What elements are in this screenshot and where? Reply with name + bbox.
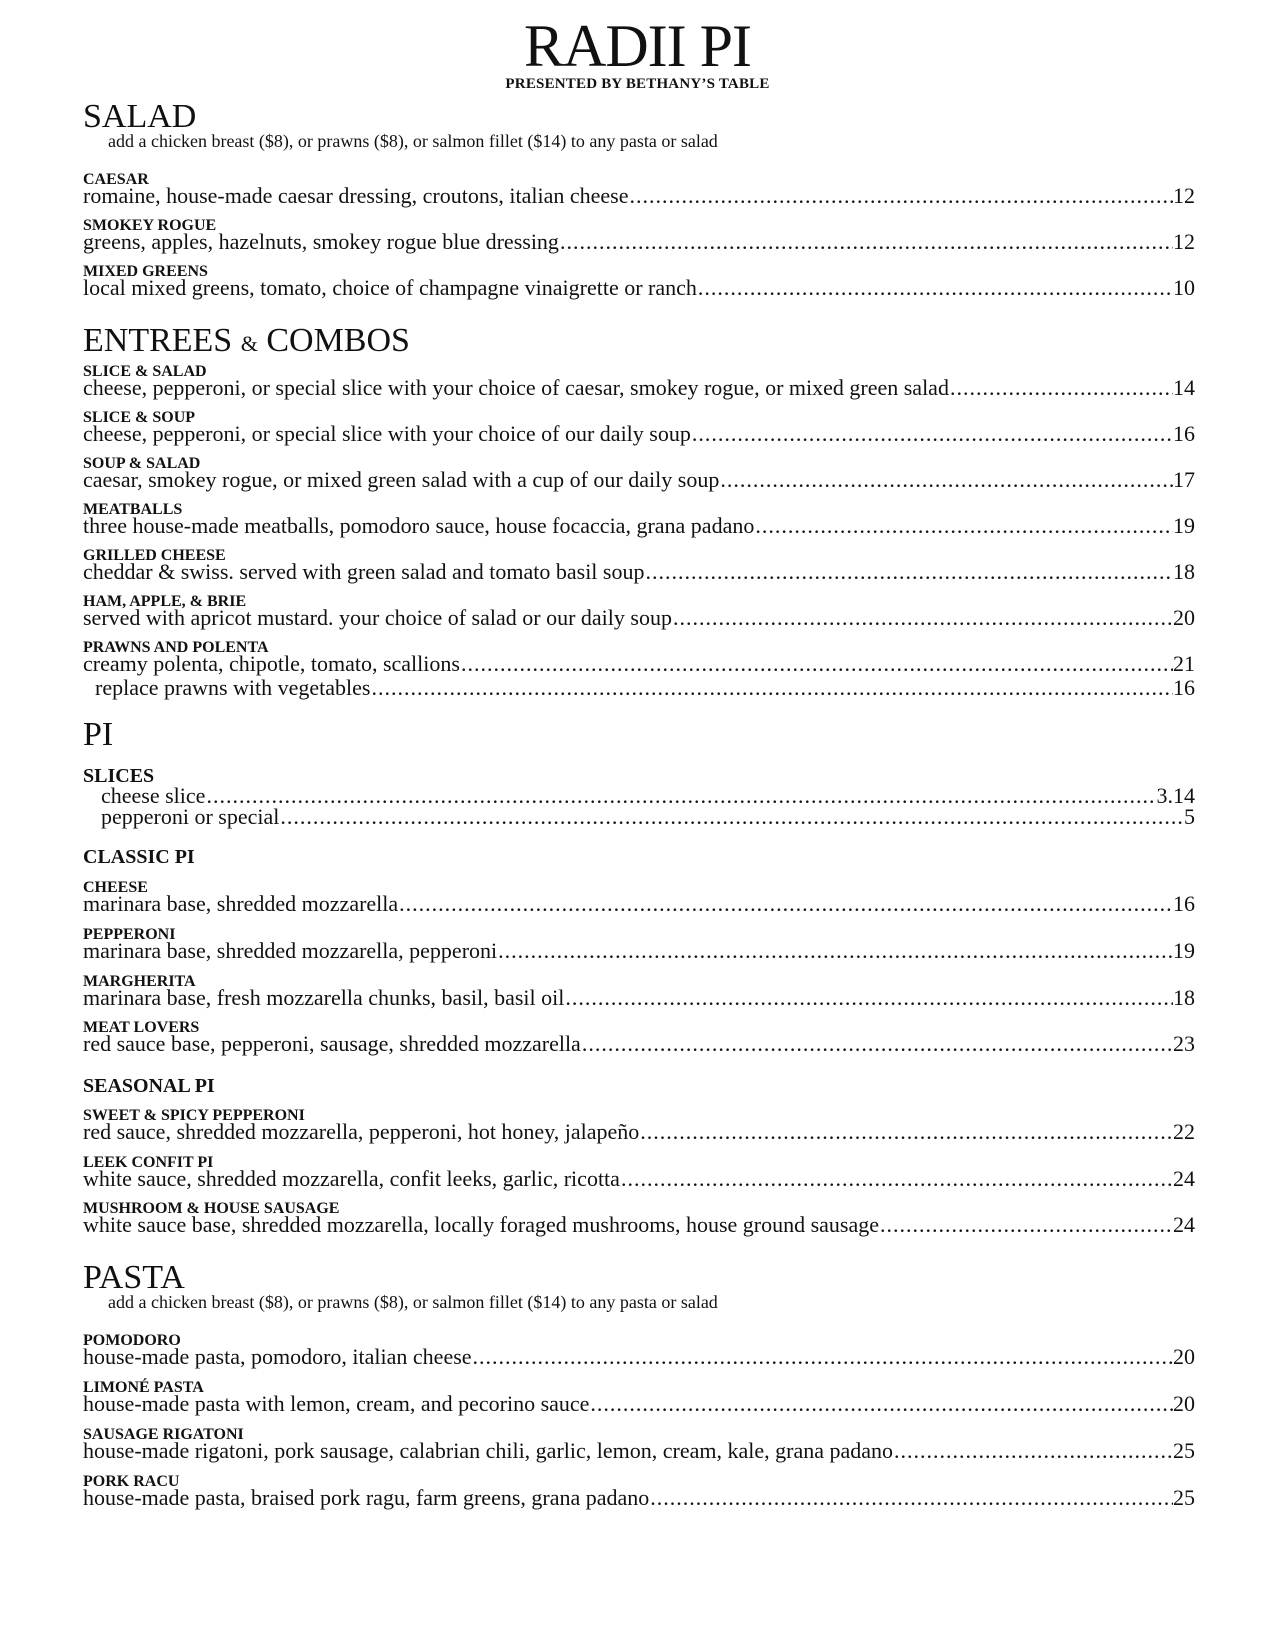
menu-item-price: 3.14	[1156, 783, 1195, 808]
dot-leader	[497, 938, 1173, 964]
menu-item-price: 25	[1173, 1485, 1195, 1510]
heading-entrees-word: ENTREES	[83, 322, 233, 359]
menu-item-line	[83, 1166, 1195, 1192]
menu-item-description: served with apricot mustard. your choice of salad or our daily soup	[83, 605, 672, 630]
menu-item-line	[83, 1212, 1195, 1238]
menu-item-description: house-made pasta, pomodoro, italian cheese	[83, 1344, 472, 1369]
section-heading-pasta: PASTA	[83, 1259, 185, 1296]
dot-leader	[559, 229, 1173, 255]
menu-item-name: SLICE & SOUP	[83, 409, 196, 426]
menu-item-name: MIXED GREENS	[83, 263, 208, 280]
dot-leader	[719, 467, 1173, 493]
subsection-heading-slices: SLICES	[83, 765, 155, 787]
dot-leader	[620, 1166, 1173, 1192]
menu-item-description: white sauce base, shredded mozzarella, locally foraged mushrooms, house ground sausage	[83, 1212, 880, 1237]
menu-item-price: 12	[1173, 183, 1195, 208]
menu-item-line	[83, 891, 1195, 917]
menu-item-price: 19	[1173, 938, 1195, 963]
menu-item-price: 16	[1173, 675, 1195, 700]
menu-item-name: CHEESE	[83, 879, 148, 896]
section-heading-entrees	[83, 324, 410, 358]
dot-leader	[589, 1391, 1173, 1417]
menu-item-price: 23	[1173, 1031, 1195, 1056]
menu-item-name: GRILLED CHEESE	[83, 547, 226, 564]
dot-leader	[629, 183, 1173, 209]
section-heading-salad: SALAD	[83, 98, 197, 135]
dot-leader	[644, 559, 1173, 585]
menu-item-line	[83, 1438, 1195, 1464]
menu-item-line	[83, 275, 1195, 301]
menu-item-price: 21	[1173, 651, 1195, 676]
menu-item-name: HAM, APPLE, & BRIE	[83, 593, 247, 610]
menu-item-price: 19	[1173, 513, 1195, 538]
dot-leader	[460, 651, 1173, 677]
salad-addon-note: add a chicken breast ($8), or prawns ($8), or salmon fillet ($14) to any pasta or salad	[108, 131, 718, 151]
menu-item-line	[83, 1485, 1195, 1511]
menu-item-price: 20	[1173, 605, 1195, 630]
menu-item-description: house-made rigatoni, pork sausage, calabrian chili, garlic, lemon, cream, kale, grana padano	[83, 1438, 894, 1463]
dot-leader	[879, 1212, 1173, 1238]
menu-item-description: cheddar & swiss. served with green salad and tomato basil soup	[83, 559, 645, 584]
dot-leader	[949, 375, 1173, 401]
menu-item-description: romaine, house-made caesar dressing, croutons, italian cheese	[83, 183, 629, 208]
section-heading-pi: PI	[83, 716, 114, 753]
menu-item-price: 20	[1173, 1344, 1195, 1369]
menu-item-line	[83, 1391, 1195, 1417]
menu-item-description: red sauce base, pepperoni, sausage, shredded mozzarella	[83, 1031, 581, 1056]
menu-item-line	[83, 605, 1195, 631]
menu-item-price: 12	[1173, 229, 1195, 254]
menu-item-description: marinara base, fresh mozzarella chunks, basil, basil oil	[83, 985, 565, 1010]
menu-item-description: white sauce, shredded mozzarella, confit leeks, garlic, ricotta	[83, 1166, 620, 1191]
menu-item-line	[83, 375, 1195, 401]
menu-item-line	[83, 1031, 1195, 1057]
subsection-heading-classic-pi: CLASSIC PI	[83, 846, 195, 868]
menu-item-line	[83, 1344, 1195, 1370]
dot-leader	[639, 1119, 1173, 1145]
menu-item-price: 17	[1173, 467, 1195, 492]
menu-item-price: 14	[1173, 375, 1195, 400]
menu-item-name: SLICE & SALAD	[83, 363, 207, 380]
menu-item-line	[83, 1119, 1195, 1145]
menu-item-line	[83, 938, 1195, 964]
pasta-addon-note: add a chicken breast ($8), or prawns ($8), or salmon fillet ($14) to any pasta or salad	[108, 1292, 718, 1312]
menu-item-description: house-made pasta, braised pork ragu, farm greens, grana padano	[83, 1485, 650, 1510]
menu-item-description: creamy polenta, chipotle, tomato, scallions	[83, 651, 460, 676]
menu-item-name: SMOKEY ROGUE	[83, 217, 217, 234]
dot-leader	[649, 1485, 1173, 1511]
menu-item-description: cheese, pepperoni, or special slice with your choice of our daily soup	[83, 421, 691, 446]
menu-item-price: 24	[1173, 1166, 1195, 1191]
menu-item-price: 18	[1173, 985, 1195, 1010]
menu-item-name: LIMONÉ PASTA	[83, 1379, 204, 1396]
menu-item-name: SOUP & SALAD	[83, 455, 201, 472]
menu-item-line	[83, 467, 1195, 493]
heading-combos-word: COMBOS	[266, 322, 410, 359]
menu-item-description: local mixed greens, tomato, choice of champagne vinaigrette or ranch	[83, 275, 697, 300]
menu-item-description: marinara base, shredded mozzarella	[83, 891, 399, 916]
menu-item-name: MEAT LOVERS	[83, 1019, 200, 1036]
menu-item-description: marinara base, shredded mozzarella, pepperoni	[83, 938, 498, 963]
dot-leader	[672, 605, 1173, 631]
menu-item-price: 24	[1173, 1212, 1195, 1237]
menu-item-description: pepperoni or special	[101, 804, 280, 829]
menu-item-name: PRAWNS AND POLENTA	[83, 639, 269, 656]
menu-item-name: MARGHERITA	[83, 973, 196, 990]
dot-leader	[398, 891, 1173, 917]
menu-item-description: cheese slice	[101, 783, 206, 808]
menu-item-price: 5	[1184, 804, 1195, 829]
dot-leader	[472, 1344, 1173, 1370]
menu-item-description: greens, apples, hazelnuts, smokey rogue blue dressing	[83, 229, 559, 254]
dot-leader	[279, 804, 1184, 830]
dot-leader	[754, 513, 1173, 539]
menu-item-price: 22	[1173, 1119, 1195, 1144]
menu-item-line	[83, 559, 1195, 585]
dot-leader	[893, 1438, 1173, 1464]
menu-item-description: house-made pasta with lemon, cream, and pecorino sauce	[83, 1391, 590, 1416]
menu-item-line	[83, 651, 1195, 677]
menu-item-price: 10	[1173, 275, 1195, 300]
menu-item-name: MUSHROOM & HOUSE SAUSAGE	[83, 1200, 340, 1217]
menu-item-line	[83, 183, 1195, 209]
menu-item-line	[101, 804, 1195, 830]
menu-item-name: CAESAR	[83, 171, 149, 188]
menu-item-line	[83, 421, 1195, 447]
menu-item-price: 18	[1173, 559, 1195, 584]
menu-item-name: SWEET & SPICY PEPPERONI	[83, 1107, 305, 1124]
heading-ampersand: &	[240, 331, 258, 356]
menu-item-description: three house-made meatballs, pomodoro sauce, house focaccia, grana padano	[83, 513, 755, 538]
menu-item-description: red sauce, shredded mozzarella, pepperoni, hot honey, jalapeño	[83, 1119, 640, 1144]
menu-item-name: PEPPERONI	[83, 926, 176, 943]
dot-leader	[564, 985, 1173, 1011]
menu-item-line	[83, 985, 1195, 1011]
dot-leader	[371, 675, 1174, 701]
menu-item-name: MEATBALLS	[83, 501, 183, 518]
menu-item-line	[83, 229, 1195, 255]
menu-item-price: 20	[1173, 1391, 1195, 1416]
menu-item-price: 16	[1173, 891, 1195, 916]
menu-item-price: 16	[1173, 421, 1195, 446]
menu-item-description: caesar, smokey rogue, or mixed green salad with a cup of our daily soup	[83, 467, 720, 492]
menu-item-price: 25	[1173, 1438, 1195, 1463]
menu-subtitle: PRESENTED BY BETHANY’S TABLE	[505, 76, 770, 92]
menu-title: RADII PI	[524, 13, 751, 79]
menu-item-name: PORK RACU	[83, 1473, 180, 1490]
menu-item-name: LEEK CONFIT PI	[83, 1154, 214, 1171]
menu-item-description: replace prawns with vegetables	[95, 675, 371, 700]
menu-item-name: SAUSAGE RIGATONI	[83, 1426, 244, 1443]
dot-leader	[697, 275, 1173, 301]
menu-item-description: cheese, pepperoni, or special slice with your choice of caesar, smokey rogue, or mixed green salad	[83, 375, 949, 400]
dot-leader	[581, 1031, 1173, 1057]
dot-leader	[691, 421, 1173, 447]
subsection-heading-seasonal-pi: SEASONAL PI	[83, 1075, 215, 1097]
menu-item-line	[83, 513, 1195, 539]
menu-item-line	[95, 675, 1195, 701]
menu-item-name: POMODORO	[83, 1332, 181, 1349]
